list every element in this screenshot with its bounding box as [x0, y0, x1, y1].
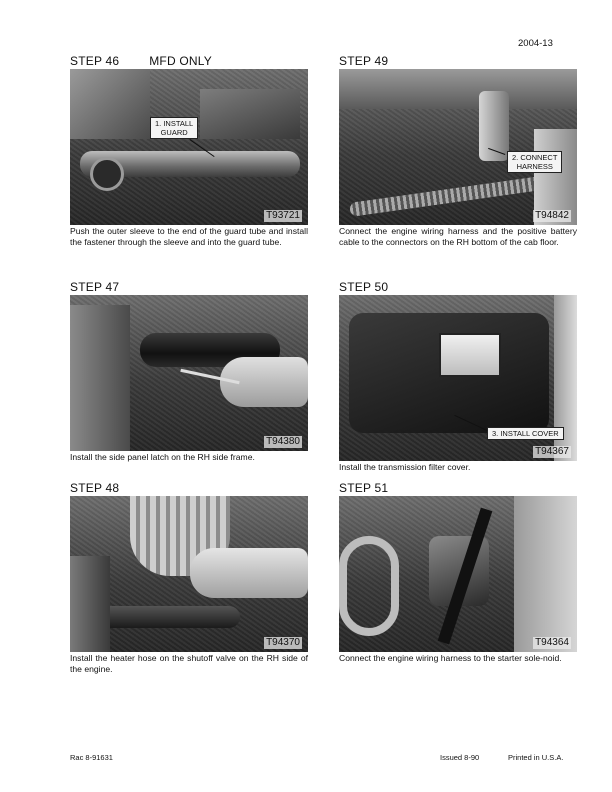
step-caption: Connect the engine wiring harness to the starter sole-noid. — [339, 653, 562, 663]
step-51 — [339, 481, 577, 664]
step-photo — [70, 295, 308, 451]
step-number: STEP 50 — [339, 280, 389, 294]
step-caption: Install the heater hose on the shutoff valve on the RH side of the engine. — [70, 653, 308, 674]
photo-id: T94370 — [266, 637, 300, 648]
step-photo — [70, 69, 308, 225]
step-photo — [339, 295, 577, 461]
step-number: STEP 47 — [70, 280, 120, 294]
printed-in: Printed in U.S.A. — [508, 753, 564, 762]
step-title — [339, 280, 577, 294]
step-number: STEP 46 — [70, 54, 120, 68]
step-photo — [339, 69, 577, 225]
photo-id: T94367 — [535, 446, 569, 457]
callout-label: 1. INSTALL GUARD — [150, 117, 198, 139]
callout-label: 2. CONNECT HARNESS — [507, 151, 562, 173]
step-number: STEP 49 — [339, 54, 389, 68]
step-caption: Install the transmission filter cover. — [339, 462, 471, 472]
issued-date: Issued 8-90 — [440, 753, 480, 762]
step-46 — [70, 54, 308, 247]
step-photo — [70, 496, 308, 652]
step-title — [339, 481, 577, 495]
step-title — [70, 54, 308, 68]
step-title — [70, 280, 308, 294]
step-number: STEP 48 — [70, 481, 120, 495]
step-photo — [339, 496, 577, 652]
step-caption: Push the outer sleeve to the end of the guard tube and install the fastener through the sleeve and into the guard tube. — [70, 226, 308, 247]
doc-number: Rac 8-91631 — [70, 753, 113, 762]
step-49 — [339, 54, 577, 247]
callout-label: 3. INSTALL COVER — [487, 427, 564, 440]
page-number: 2004-13 — [518, 38, 553, 49]
step-caption: Connect the engine wiring harness and the positive battery cable to the connectors on the RH bottom of the cab floor. — [339, 226, 577, 247]
photo-id: T94380 — [266, 436, 300, 447]
photo-id: T94364 — [535, 637, 569, 648]
photo-id: T94842 — [535, 210, 569, 221]
step-number: STEP 51 — [339, 481, 389, 495]
step-title — [339, 54, 577, 68]
step-title — [70, 481, 308, 495]
step-caption: Install the side panel latch on the RH side frame. — [70, 452, 255, 462]
step-47 — [70, 280, 308, 463]
step-subtitle: MFD ONLY — [149, 54, 212, 68]
step-50 — [339, 280, 577, 473]
photo-id: T93721 — [266, 210, 300, 221]
step-48 — [70, 481, 308, 674]
